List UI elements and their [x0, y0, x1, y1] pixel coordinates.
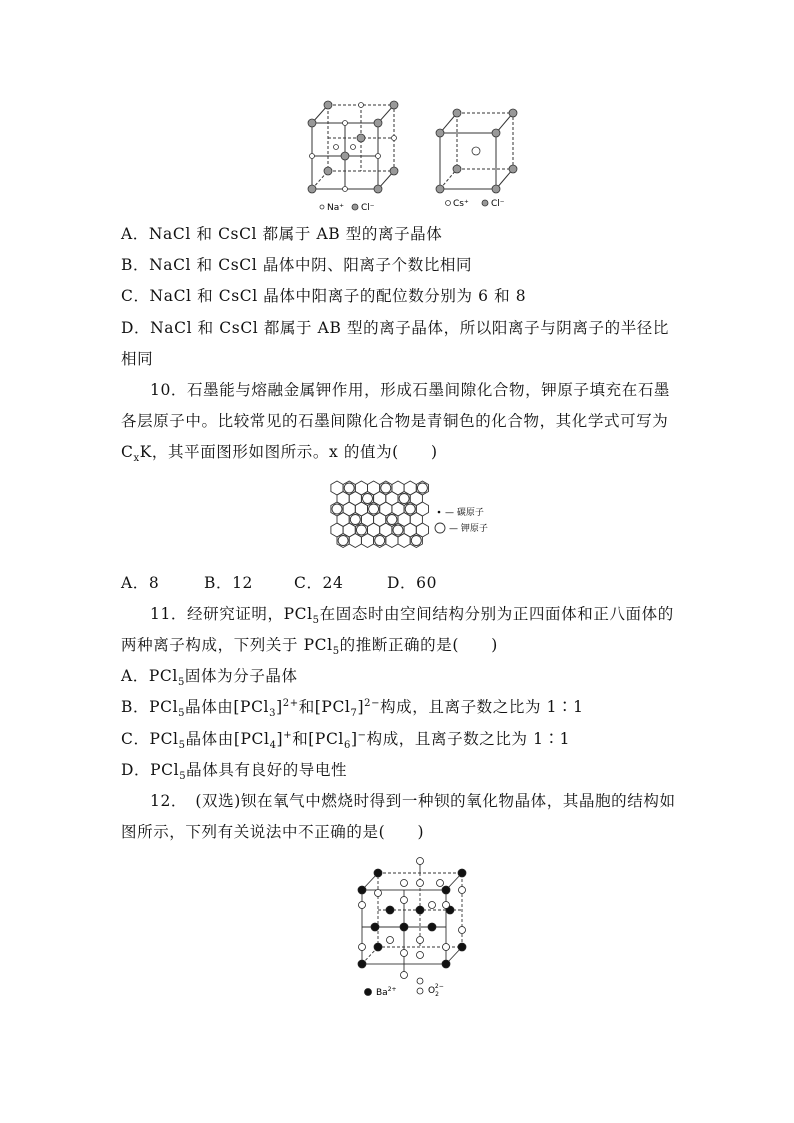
- q11-option-a: A．PCl$_5$固体为分子晶体: [121, 667, 298, 689]
- nacl-legend-anion: Cl⁻: [361, 203, 375, 213]
- nacl-ions: [308, 101, 398, 193]
- q11-stem-1: 11．经研究证明，PCl$_5$在固态时由空间结构分别为正四面体和正八面体的: [150, 605, 674, 627]
- legend-potassium: — 钾原子: [449, 524, 488, 534]
- q10-option-d: D．60: [387, 574, 438, 592]
- q11-option-d: D．PCl$_5$晶体具有良好的导电性: [121, 761, 348, 783]
- q10-option-b: B．12: [204, 574, 254, 592]
- q10-options: [121, 573, 437, 593]
- legend-ba: $Ba^{2+}$: [376, 986, 397, 998]
- cscl-legend-cation: Cs⁺: [453, 199, 469, 209]
- q9-option-d-cont: 相同: [121, 350, 154, 368]
- q10-stem-2: 各层原子中。比较常见的石墨间隙化合物是青铜色的化合物，其化学式可写为: [121, 412, 669, 430]
- q10-option-a: A．8: [121, 574, 160, 592]
- q11-option-b: B．PCl$_5$晶体由$[PCl_3]^{2+}$和$[PCl_7]^{2-}$构成，且离子数之比为 1∶1: [121, 697, 584, 720]
- q9-option-c: C．NaCl 和 CsCl 晶体中阳离子的配位数分别为 6 和 8: [121, 287, 527, 305]
- q9-option-d: D．NaCl 和 CsCl 都属于 AB 型的离子晶体，所以阳离子与阴离子的半径比: [121, 319, 669, 337]
- q10-stem-3: $C_xK$，其平面图形如图所示。x 的值为( ): [121, 443, 438, 465]
- q12-stem-2: 图所示，下列有关说法中不正确的是( ): [121, 823, 425, 841]
- q11-stem-2: 两种离子构成，下列关于 PCl$_5$的推断正确的是( ): [121, 636, 498, 658]
- q11-option-c: C．PCl$_5$晶体由[PCl$_4$]+和[PCl$_6$]−构成，且离子数之比为 1∶1: [121, 729, 571, 752]
- legend-carbon: — 碳原子: [445, 508, 484, 518]
- barium-oxide-figure: [350, 855, 475, 1005]
- q10-stem-1: 10．石墨能与熔融金属钾作用，形成石墨间隙化合物，钾原子填充在石墨: [150, 381, 671, 399]
- nacl-cscl-figure: [300, 95, 530, 220]
- q12-stem-1: 12． (双选)钡在氧气中燃烧时得到一种钡的氧化物晶体，其晶胞的结构如: [150, 792, 676, 810]
- graphite-figure: [325, 478, 505, 558]
- q9-option-a: A．NaCl 和 CsCl 都属于 AB 型的离子晶体: [121, 225, 443, 243]
- nacl-legend-cation: Na⁺: [327, 203, 344, 213]
- q9-option-b: B．NaCl 和 CsCl 晶体中阴、阳离子个数比相同: [121, 256, 473, 274]
- bao2-cell: [362, 861, 462, 975]
- legend-o2: $O_22-$: [428, 983, 444, 998]
- cscl-legend-anion: Cl⁻: [491, 199, 505, 209]
- q10-option-c: C．24: [294, 574, 344, 592]
